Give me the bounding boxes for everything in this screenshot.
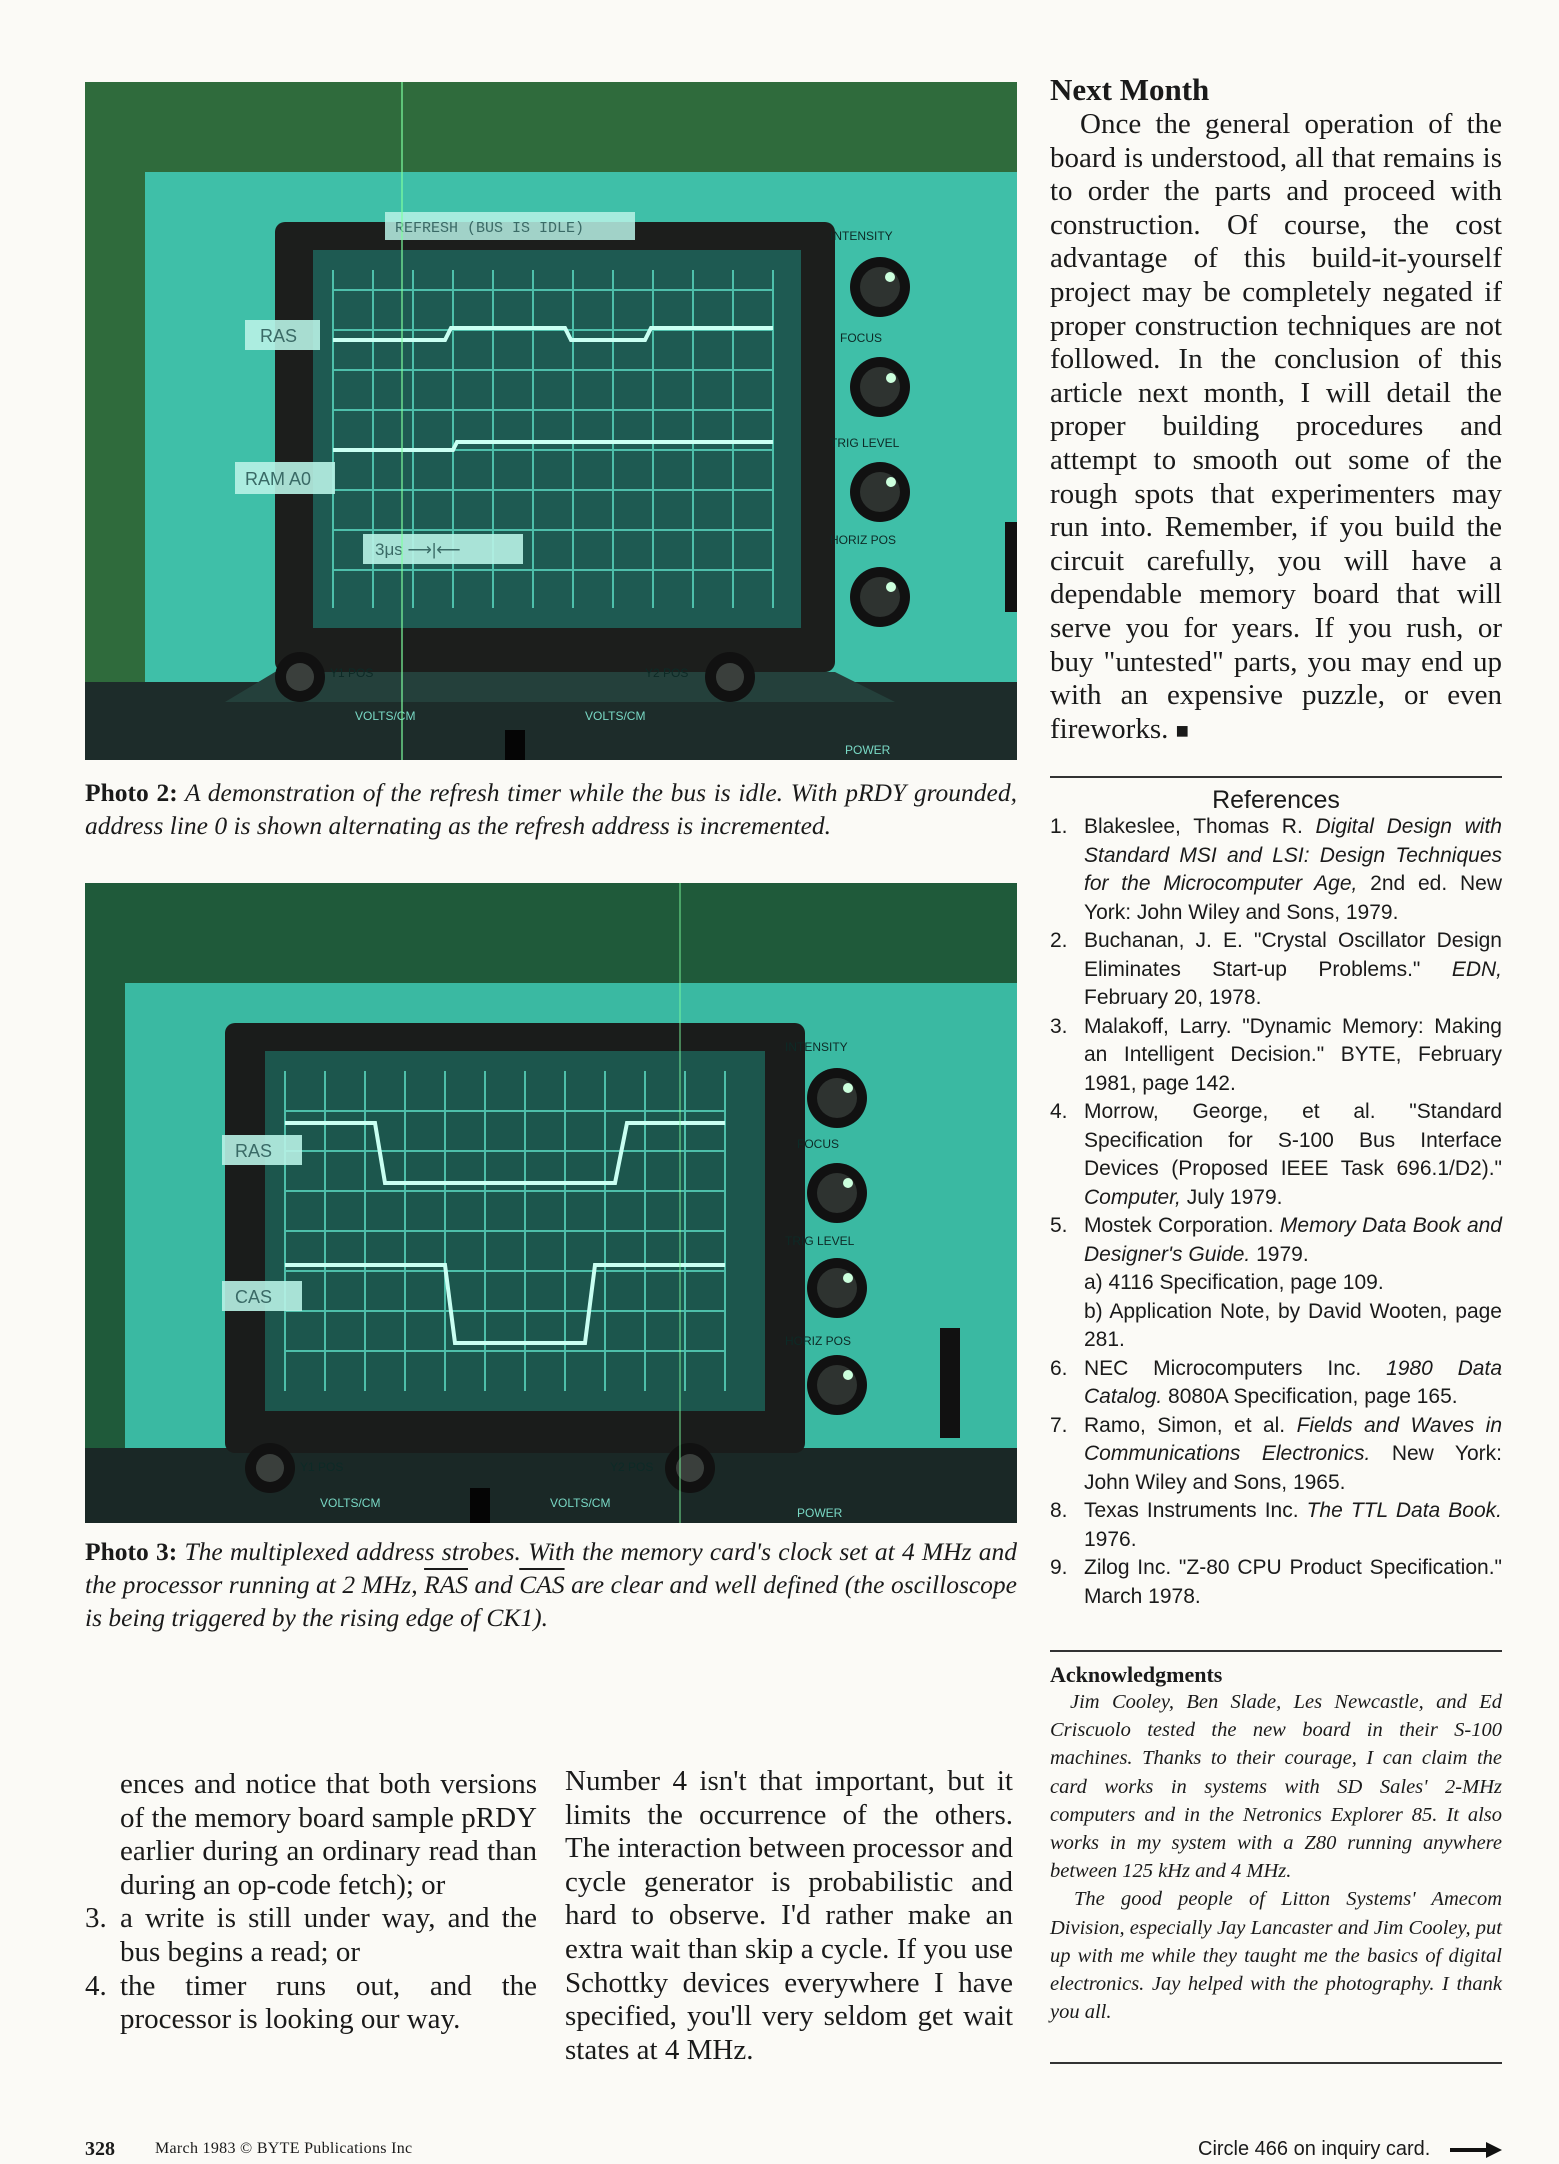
- knob-focus: [850, 357, 910, 417]
- reference-text-post: New York: John Wiley and Sons, 1965.: [1084, 1442, 1503, 1494]
- reference-text-post: July 1979.: [1180, 1185, 1283, 1209]
- scope-label-trace1: RAS: [235, 1141, 273, 1161]
- reference-number: 7.: [1050, 1413, 1068, 1437]
- photo-3-caption-label: Photo 3:: [85, 1537, 178, 1566]
- reference-number: 8.: [1050, 1499, 1068, 1522]
- reference-number: 6.: [1050, 1356, 1068, 1380]
- reference-number: 4.: [1050, 1100, 1068, 1123]
- label-trig: TRIG LEVEL: [785, 1234, 855, 1248]
- reference-text-post: 2nd ed. New York: John Wiley and Sons, 1979.: [1084, 872, 1502, 924]
- photo-3-caption-text-2: are clear and well defined (the oscilloscope is being triggered by the rising edge of CK1).: [85, 1570, 1018, 1632]
- list-text: a write is still under way, and the bus begins a read; or: [120, 1902, 537, 1968]
- list-number: 3.: [85, 1902, 107, 1935]
- reference-text: Buchanan, J. E. "Crystal Oscillator Design Eliminates Start-up Problems.": [1084, 929, 1502, 981]
- acknowledgments-paragraph-2: The good people of Litton Systems' Amecom Division, especially Jay Lancaster and Jim Cooley, put up with me while they taught me the basics of digital electronics. Jay helped with the photography. I thank you all.: [1050, 1888, 1502, 2024]
- reference-item: [1050, 813, 1502, 927]
- reference-text: Blakeslee, Thomas R.: [1084, 815, 1316, 838]
- body-column-1: [85, 1768, 537, 2037]
- oscilloscope-image: [85, 883, 1017, 1523]
- label-horiz: HORIZ POS: [785, 1334, 852, 1348]
- reference-text: Texas Instruments Inc.: [1084, 1499, 1307, 1522]
- label-volts-left: VOLTS/CM: [320, 1496, 381, 1510]
- knob-horiz-pos: [850, 567, 910, 627]
- next-month-heading: Next Month: [1050, 72, 1210, 107]
- knob-y2-pos: [705, 652, 755, 702]
- reference-text: Morrow, George, et al. "Standard Specification for S-100 Bus Interface Devices (Proposed IEEE Task 696.1/D2).": [1084, 1100, 1502, 1180]
- acknowledgments-paragraph-1: Jim Cooley, Ben Slade, Les Newcastle, and Ed Criscuolo tested the new board in their S-100 machines. Thanks to their courage, I can claim the card works in systems with SD Sales' 2-MHz computers and in the Netronics Explorer 85. It also works in my system with a Z80 running anywhere between 125 kHz and 4 MHz.: [1050, 1691, 1502, 1883]
- reference-title: 1980 Data Catalog.: [1084, 1356, 1502, 1408]
- scope-label-time: 3μs ⟶|⟵: [375, 540, 461, 559]
- reference-item: [1050, 1355, 1502, 1412]
- column-2-text: Number 4 isn't that important, but it limits the occurrence of the others. The interaction between processor and cycle generator is probabilistic and hard to observe. I'd rather make an extra wait than skip a cycle. If you use Schottky devices everywhere I have specified, you'll very seldom get wait states at 4 MHz.: [565, 1765, 1013, 2066]
- reference-subitems: [1084, 1269, 1502, 1355]
- reference-title: Digital Design with Standard MSI and LSI: Design Techniques for the Microcomputer Age,: [1084, 815, 1502, 895]
- scope-label-trace2: CAS: [235, 1287, 273, 1307]
- label-intensity: INTENSITY: [830, 229, 893, 243]
- label-power: POWER: [845, 743, 891, 757]
- label-y1-pos: Y1 POS: [300, 1460, 344, 1474]
- knob-horiz-pos: [807, 1355, 867, 1415]
- label-trig: TRIG LEVEL: [830, 436, 900, 450]
- reference-text: Zilog Inc. "Z-80 CPU Product Specification." March 1978.: [1084, 1556, 1502, 1608]
- label-intensity: INTENSITY: [785, 1040, 848, 1054]
- label-y2-pos: Y2 POS: [645, 666, 689, 680]
- reference-title: The TTL Data Book.: [1306, 1499, 1502, 1522]
- label-power: POWER: [797, 1506, 843, 1520]
- reference-text-post: 8080A Specification, page 165.: [1162, 1385, 1458, 1408]
- label-focus: FOCUS: [797, 1137, 839, 1151]
- issue-line: March 1983 © BYTE Publications Inc: [155, 2140, 413, 2157]
- reference-text: Ramo, Simon, et al.: [1084, 1413, 1297, 1437]
- knob-focus: [807, 1163, 867, 1223]
- reference-text: Mostek Corporation.: [1084, 1214, 1280, 1237]
- divider-references: [1050, 776, 1502, 778]
- photo-2-caption-label: Photo 2:: [85, 778, 178, 807]
- scope-label-trace1: RAS: [260, 326, 298, 346]
- references-heading: References: [1212, 786, 1340, 814]
- end-mark-icon: ■: [1175, 717, 1189, 743]
- reference-text-post: February 20, 1978.: [1084, 986, 1262, 1009]
- reference-title: Fields and Waves in Communications Electronics.: [1084, 1413, 1502, 1465]
- reference-number: 1.: [1050, 815, 1068, 838]
- label-volts-right: VOLTS/CM: [585, 709, 646, 723]
- references-list: [1050, 813, 1502, 1611]
- reference-number: 5.: [1050, 1214, 1068, 1237]
- photo-3-caption: [85, 1535, 1017, 1634]
- photo-2-caption: [85, 776, 1017, 842]
- label-volts-right: VOLTS/CM: [550, 1496, 611, 1510]
- next-month-text: Once the general operation of the board is understood, all that remains is to order the parts and proceed with construction. Of course, the cost advantage of this build-it-yourself project may be completely negated if proper construction techniques are not followed. In the conclusion of this article next month, I will detail the proper building procedures and attempt to smooth out some of the rough spots that experimenters may run into. Remember, if you build the circuit carefully, you will have a dependable memory board that will serve you for years. If you rush, or buy "untested" parts, you may end up with an expensive puzzle, or even fireworks.: [1050, 108, 1502, 745]
- knob-y2-pos: [665, 1443, 715, 1493]
- list-item-4: [85, 1970, 537, 2037]
- next-month-body: [1050, 108, 1502, 747]
- label-horiz: HORIZ POS: [830, 533, 897, 547]
- list-item-3: [85, 1902, 537, 1969]
- photo-3-caption-text-1: The multiplexed address strobes. With the memory card's clock set at 4 MHz and the processor running at 2 MHz,: [85, 1537, 1017, 1599]
- knob-y1-pos: [275, 652, 325, 702]
- reference-item: [1050, 1212, 1502, 1355]
- knob-y1-pos: [245, 1443, 295, 1493]
- knob-intensity: [850, 257, 910, 317]
- reference-item: [1050, 1554, 1502, 1611]
- label-volts-left: VOLTS/CM: [355, 709, 416, 723]
- column-1-lead: ences and notice that both versions of the memory board sample pRDY earlier during an ordinary read than during an op-code fetch); or: [120, 1768, 537, 1901]
- acknowledgments-body: [1050, 1688, 1502, 2026]
- photo-2-caption-text: A demonstration of the refresh timer while the bus is idle. With pRDY grounded, address line 0 is shown alternating as the refresh address is incremented.: [85, 778, 1017, 840]
- scope-label-refresh: REFRESH (BUS IS IDLE): [395, 220, 585, 237]
- reference-number: 2.: [1050, 929, 1068, 952]
- reference-item: [1050, 1497, 1502, 1554]
- photo-3-caption-ras: $\overline{RAS}$: [424, 1570, 468, 1599]
- reference-subitem-a: a) 4116 Specification, page 109.: [1084, 1271, 1384, 1294]
- knob-intensity: [807, 1068, 867, 1128]
- reference-number: 9.: [1050, 1556, 1068, 1579]
- photo-2: [85, 82, 1017, 760]
- reference-text-post: 1976.: [1084, 1527, 1137, 1551]
- photo-3-caption-cas: $\overline{CAS}$: [519, 1570, 565, 1599]
- label-y1-pos: Y1 POS: [330, 666, 374, 680]
- photo-3-caption-and: and: [474, 1570, 513, 1599]
- reference-text-post: 1979.: [1250, 1242, 1309, 1266]
- reference-text: NEC Microcomputers Inc.: [1084, 1356, 1387, 1380]
- list-text: the timer runs out, and the processor is looking our way.: [120, 1969, 537, 2036]
- label-y2-pos: Y2 POS: [610, 1460, 654, 1474]
- list-number: 4.: [85, 1969, 107, 2002]
- oscilloscope-image: [85, 82, 1017, 760]
- body-column-2: [565, 1765, 1013, 2067]
- reference-title: EDN,: [1451, 957, 1502, 981]
- reference-subitem-b: b) Application Note, by David Wooten, page 281.: [1084, 1299, 1502, 1351]
- reference-text: Malakoff, Larry. "Dynamic Memory: Making an Intelligent Decision." BYTE, February 1981, page 142.: [1084, 1014, 1502, 1095]
- divider-acknowledgments-end: [1050, 2062, 1502, 2064]
- reference-item: [1050, 1412, 1502, 1498]
- knob-trig-level: [807, 1258, 867, 1318]
- acknowledgments-heading: Acknowledgments: [1050, 1662, 1223, 1687]
- reference-item: [1050, 1098, 1502, 1212]
- photo-3: [85, 883, 1017, 1523]
- reference-item: [1050, 927, 1502, 1013]
- reference-number: 3.: [1050, 1014, 1068, 1038]
- divider-acknowledgments: [1050, 1650, 1502, 1652]
- knob-trig-level: [850, 462, 910, 522]
- label-focus: FOCUS: [840, 331, 882, 345]
- reference-item: [1050, 1013, 1502, 1099]
- reference-title: Memory Data Book and Designer's Guide.: [1084, 1214, 1502, 1266]
- reference-title: Computer,: [1084, 1185, 1181, 1209]
- scope-label-trace2: RAM A0: [245, 469, 312, 489]
- arrow-right-icon: [1450, 2141, 1502, 2164]
- inquiry-card-note: Circle 466 on inquiry card.: [1198, 2138, 1431, 2160]
- page-number: 328: [85, 2138, 115, 2160]
